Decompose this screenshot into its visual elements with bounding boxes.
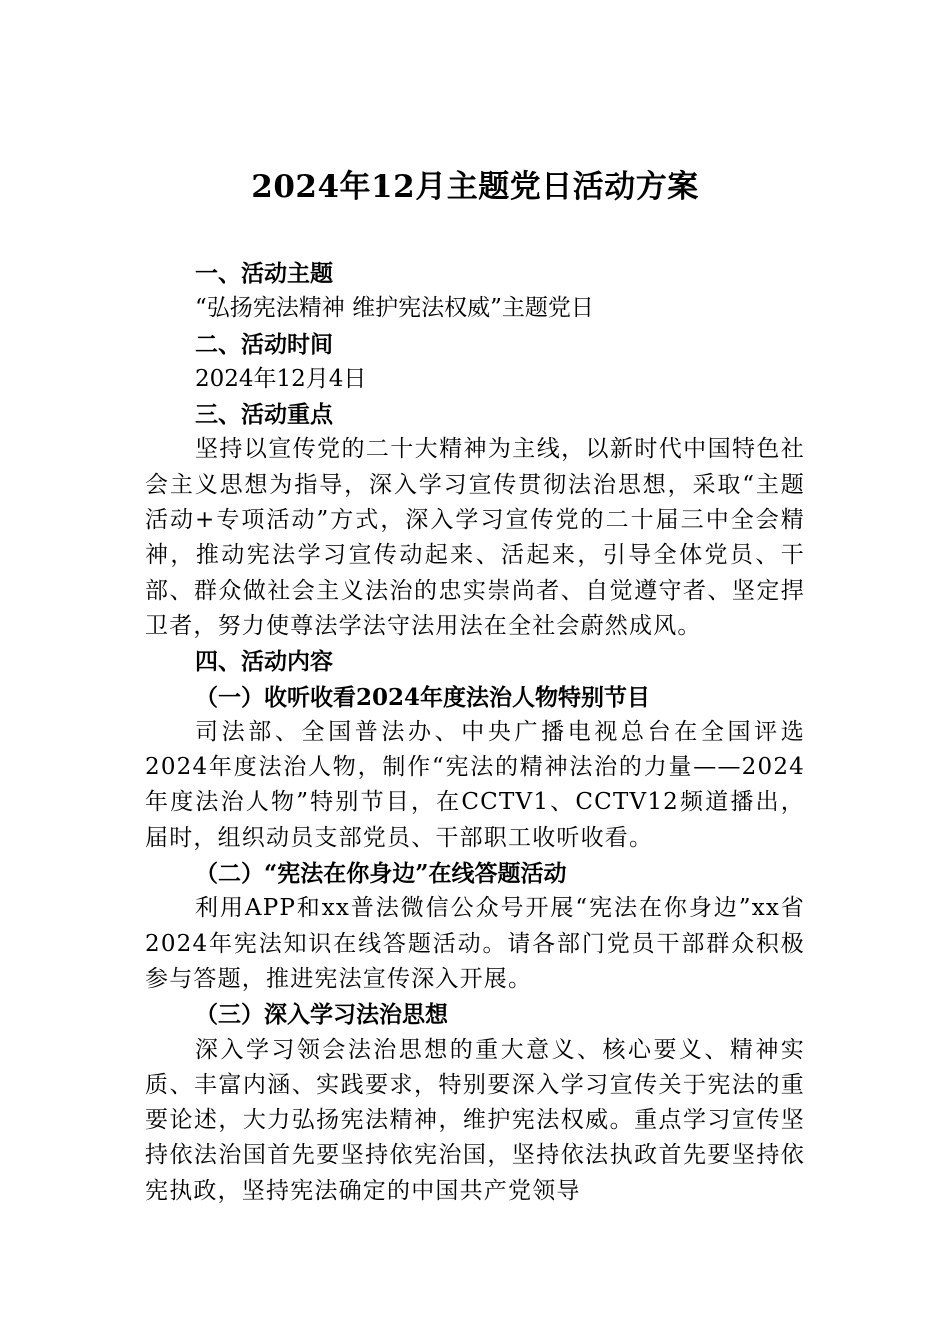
subsection-body-quiz: 利用APP和xx普法微信公众号开展“宪法在你身边”xx省2024年宪法知识在线答题活动。请各部门党员干部群众积极参与答题，推进宪法宣传深入开展。 bbox=[145, 895, 805, 992]
document-body bbox=[145, 256, 805, 1209]
subsection-body-program: 司法部、全国普法办、中央广播电视总台在全国评选2024年度法治人物，制作“宪法的精神法治的力量——2024年度法治人物”特别节目，在CCTV1、CCTV12频道播出，届时，组织动员支部党员、干部职工收听收看。 bbox=[145, 718, 805, 851]
section-heading-focus: 三、活动重点 bbox=[195, 401, 333, 429]
section-heading-theme: 一、活动主题 bbox=[195, 260, 333, 287]
document-title: 2024年12月主题党日活动方案 bbox=[251, 169, 699, 205]
subsection-heading-program: （一）收听收看2024年度法治人物特别节目 bbox=[195, 683, 651, 711]
subsection-body-study: 深入学习领会法治思想的重大意义、核心要义、精神实质、丰富内涵、实践要求，特别要深入学习宣传关于宪法的重要论述，大力弘扬宪法精神，维护宪法权威。重点学习宣传坚持依法治国首先要坚持依宪治国，坚持依法执政首先要坚持依宪执政，坚持宪法确定的中国共产党领导 bbox=[145, 1036, 805, 1204]
section-body-theme: “弘扬宪法精神 维护宪法权威”主题党日 bbox=[195, 295, 594, 322]
section-heading-time: 二、活动时间 bbox=[195, 330, 333, 358]
section-body-focus: 坚持以宣传党的二十大精神为主线，以新时代中国特色社会主义思想为指导，深入学习宣传贯彻法治思想，采取“主题活动+专项活动”方式，深入学习宣传党的二十届三中全会精神，推动宪法学习宣传动起来、活起来，引导全体党员、干部、群众做社会主义法治的忠实崇尚者、自觉遵守者、坚定捍卫者，努力使尊法学法守法用法在全社会蔚然成风。 bbox=[145, 436, 805, 639]
subsection-heading-study: （三）深入学习法治思想 bbox=[195, 1001, 448, 1029]
section-heading-content: 四、活动内容 bbox=[195, 648, 333, 676]
section-body-time: 2024年12月4日 bbox=[195, 365, 367, 392]
subsection-heading-quiz: （二）“宪法在你身边”在线答题活动 bbox=[195, 860, 567, 888]
